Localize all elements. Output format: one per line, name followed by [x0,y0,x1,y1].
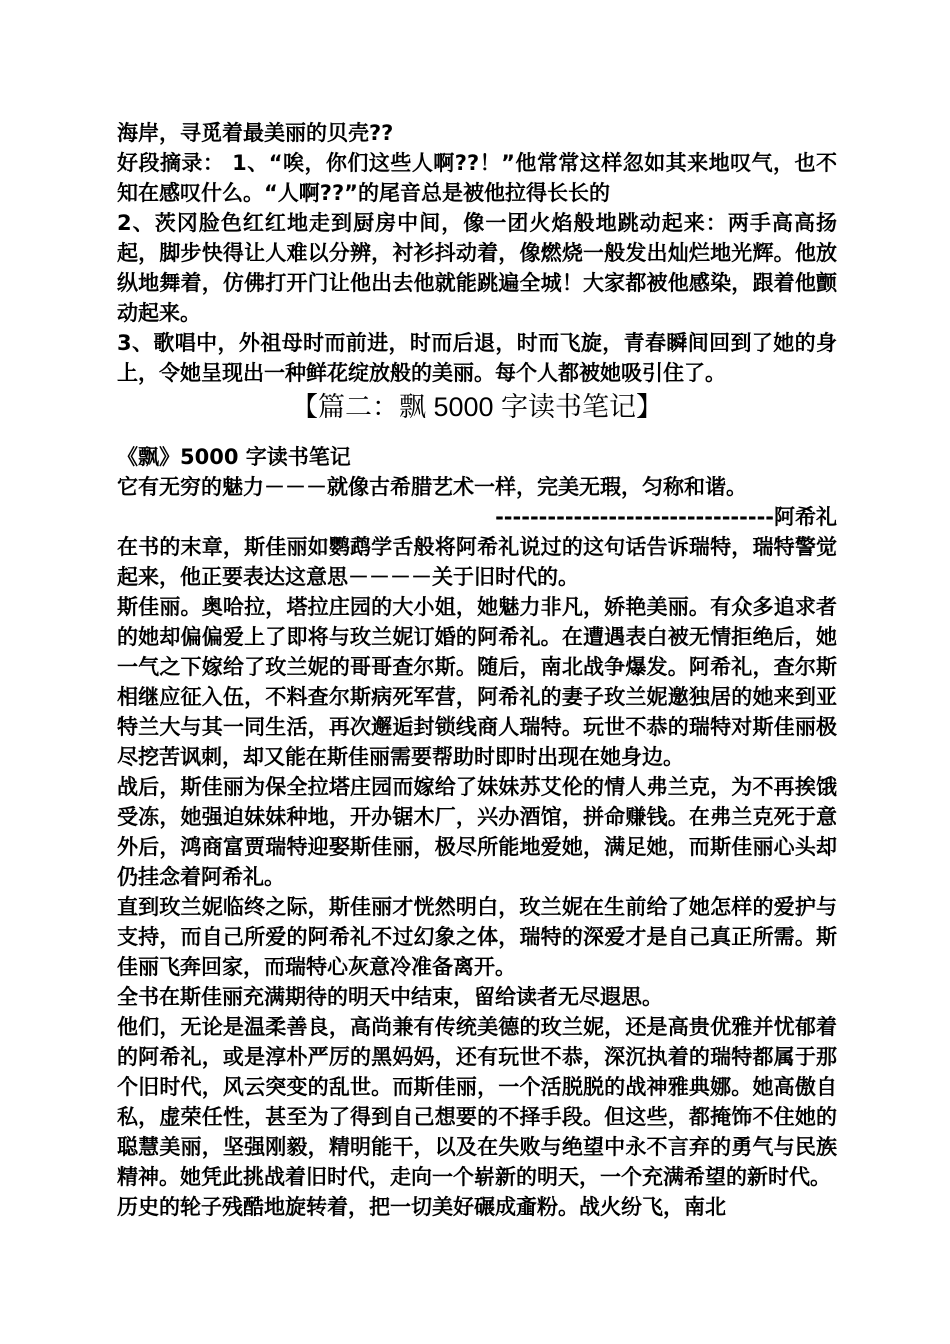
book-title: 《飘》5000 字读书笔记 [117,445,351,469]
document-body [117,118,837,1222]
quote: 它有无穷的魅力－－－就像古希腊艺术一样，完美无瑕，匀称和谐。 [117,475,747,499]
paragraph: 海岸，寻觅着最美丽的贝壳?? [117,121,394,145]
paragraph: 直到玫兰妮临终之际，斯佳丽才恍然明白，玫兰妮在生前给了她怎样的爱护与支持，而自己所爱的阿希礼不过幻象之体，瑞特的深爱才是自己真正所需。斯佳丽飞奔回家，而瑞特心灰意冷准备离开。 [117,895,837,979]
paragraph: 斯佳丽。奥哈拉，塔拉庄园的大小姐，她魅力非凡，娇艳美丽。有众多追求者的她却偏偏爱上了即将与玫兰妮订婚的阿希礼。在遭遇表白被无情拒绝后，她一气之下嫁给了玫兰妮的哥哥查尔斯。随后，南北战争爆发。阿希礼，查尔斯相继应征入伍，不料查尔斯病死军营，阿希礼的妻子玫兰妮邀独居的她来到亚特兰大与其一同生活，再次邂逅封锁线商人瑞特。玩世不恭的瑞特对斯佳丽极尽挖苦讽刺，却又能在斯佳丽需要帮助时即时出现在她身边。 [117,595,837,769]
paragraph: 历史的轮子残酷地旋转着，把一切美好碾成齑粉。战火纷飞，南北 [117,1195,726,1219]
paragraph: 全书在斯佳丽充满期待的明天中结束，留给读者无尽遐思。 [117,985,663,1009]
paragraph: 2、茨冈脸色红红地走到厨房中间，像一团火焰般地跳动起来：两手高高扬起，脚步快得让人难以分辨，衬衫抖动着，像燃烧一般发出灿烂地光辉。他放纵地舞着，仿佛打开门让他出去他就能跳遍全城！大家都被他感染，跟着他颤动起来。 [117,211,837,325]
paragraph: 3、歌唱中，外祖母时而前进，时而后退，时而飞旋，青春瞬间回到了她的身上，令她呈现出一种鲜花绽放般的美丽。每个人都被她吸引住了。 [117,331,837,385]
paragraph: 在书的末章，斯佳丽如鹦鹉学舌般将阿希礼说过的这句话告诉瑞特，瑞特警觉起来，他正要表达这意思－－－－关于旧时代的。 [117,535,837,589]
quote-attribution: --------------------------------阿希礼 [495,505,837,529]
paragraph: 他们，无论是温柔善良，高尚兼有传统美德的玫兰妮，还是高贵优雅并忧郁着的阿希礼，或是淳朴严厉的黑妈妈，还有玩世不恭，深沉执着的瑞特都属于那个旧时代，风云突变的乱世。而斯佳丽，一个活脱脱的战神雅典娜。她高傲自私，虚荣任性，甚至为了得到自己想要的不择手段。但这些，都掩饰不住她的聪慧美丽，坚强刚毅，精明能干，以及在失败与绝望中永不言弃的勇气与民族精神。她凭此挑战着旧时代，走向一个崭新的明天，一个充满希望的新时代。 [117,1015,837,1189]
section-heading: 【篇二：飘 5000 字读书笔记】 [290,392,664,422]
paragraph: 战后，斯佳丽为保全拉塔庄园而嫁给了妹妹苏艾伦的情人弗兰克，为不再挨饿受冻，她强迫妹妹种地，开办锯木厂，兴办酒馆，拼命赚钱。在弗兰克死于意外后，鸿商富贾瑞特迎娶斯佳丽，极尽所能地爱她，满足她，而斯佳丽心头却仍挂念着阿希礼。 [117,775,837,889]
paragraph: 好段摘录： 1、“唉，你们这些人啊??！”他常常这样忽如其来地叹气，也不知在感叹什么。“人啊??”的尾音总是被他拉得长长的 [117,151,837,205]
